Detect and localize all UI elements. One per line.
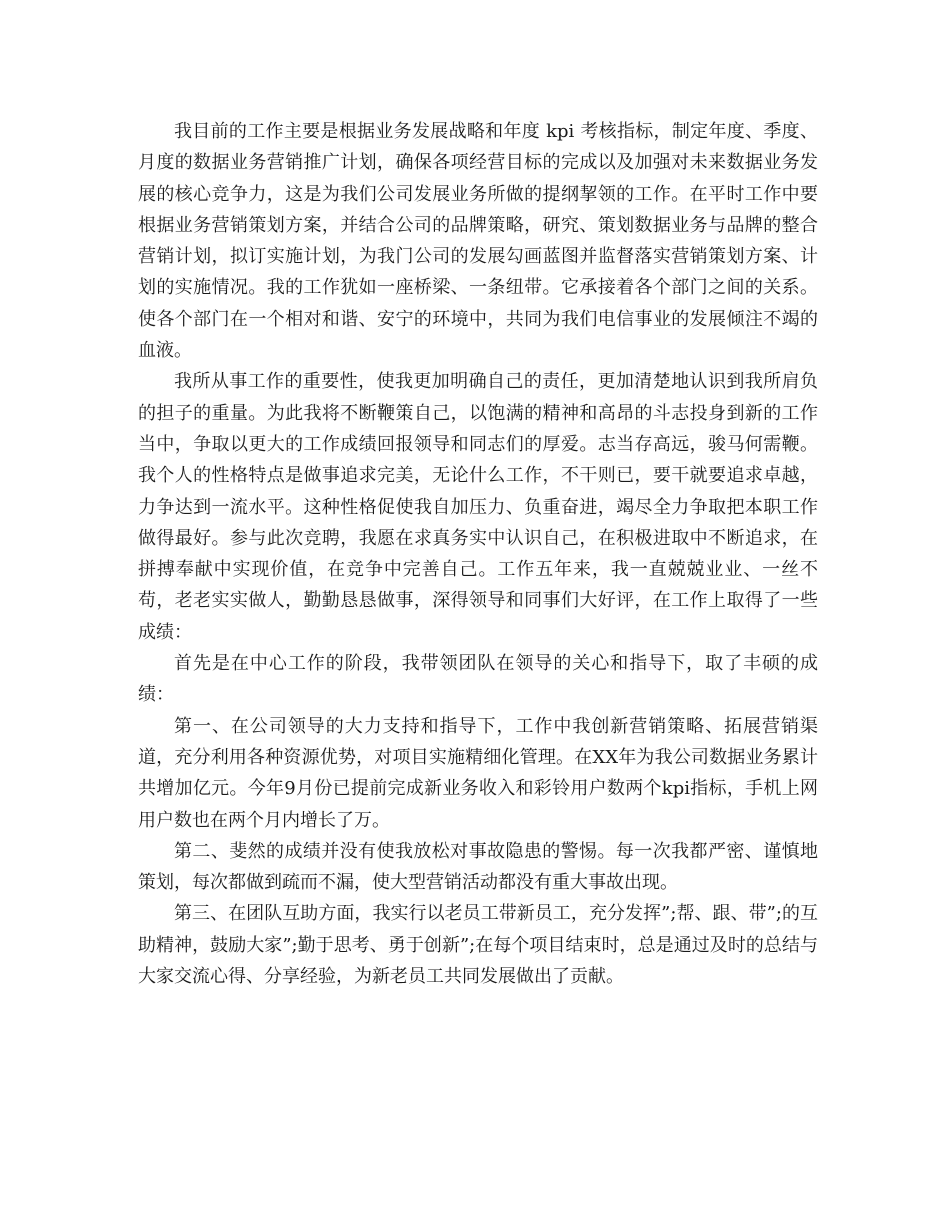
paragraph-achievement-third: 第三、在团队互助方面，我实行以老员工带新员工，充分发挥”;帮、跟、带”;的互助精神，鼓励大家”;勤于思考、勇于创新”;在每个项目结束时，总是通过及时的总结与大家交流心得、分享经验，为新老员工共同发展做出了贡献。	[138, 903, 818, 988]
paragraph-achievement-first: 第一、在公司领导的大力支持和指导下，工作中我创新营销策略、拓展营销渠道，充分利用各种资源优势，对项目实施精细化管理。在XX年为我公司数据业务累计共增加亿元。今年9月份已提前完成新业务收入和彩铃用户数两个kpi指标，手机上网用户数也在两个月内增长了万。	[138, 715, 818, 831]
document-body	[138, 116, 818, 992]
paragraph-achievements-intro: 首先是在中心工作的阶段，我带领团队在领导的关心和指导下，取了丰硕的成绩：	[138, 653, 818, 706]
paragraph-work-responsibilities: 我目前的工作主要是根据业务发展战略和年度 kpi 考核指标，制定年度、季度、月度的数据业务营销推广计划，确保各项经营目标的完成以及加强对未来数据业务发展的核心竞争力，这是为我们公司发展业务所做的提纲挈领的工作。在平时工作中要根据业务营销策划方案，并结合公司的品牌策略，研究、策划数据业务与品牌的整合营销计划，拟订实施计划，为我门公司的发展勾画蓝图并监督落实营销策划方案、计划的实施情况。我的工作犹如一座桥梁、一条纽带。它承接着各个部门之间的关系。使各个部门在一个相对和谐、安宁的环境中，共同为我们电信事业的发展倾注不竭的血液。	[138, 121, 818, 362]
paragraph-achievement-second: 第二、斐然的成绩并没有使我放松对事故隐患的警惕。每一次我都严密、谨慎地策划，每次都做到疏而不漏，使大型营销活动都没有重大事故出现。	[138, 840, 818, 894]
paragraph-work-attitude: 我所从事工作的重要性，使我更加明确自己的责任，更加清楚地认识到我所肩负的担子的重量。为此我将不断鞭策自己，以饱满的精神和高昂的斗志投身到新的工作当中，争取以更大的工作成绩回报领导和同志们的厚爱。志当存高远，骏马何需鞭。我个人的性格特点是做事追求完美，无论什么工作，不干则已，要干就要追求卓越，力争达到一流水平。这种性格促使我自加压力、负重奋进，竭尽全力争取把本职工作做得最好。参与此次竞聘，我愿在求真务实中认识自己，在积极进取中不断追求，在拼搏奉献中实现价值，在竞争中完善自己。工作五年来，我一直兢兢业业、一丝不苟，老老实实做人，勤勤恳恳做事，深得领导和同事们大好评，在工作上取得了一些成绩：	[138, 371, 818, 643]
